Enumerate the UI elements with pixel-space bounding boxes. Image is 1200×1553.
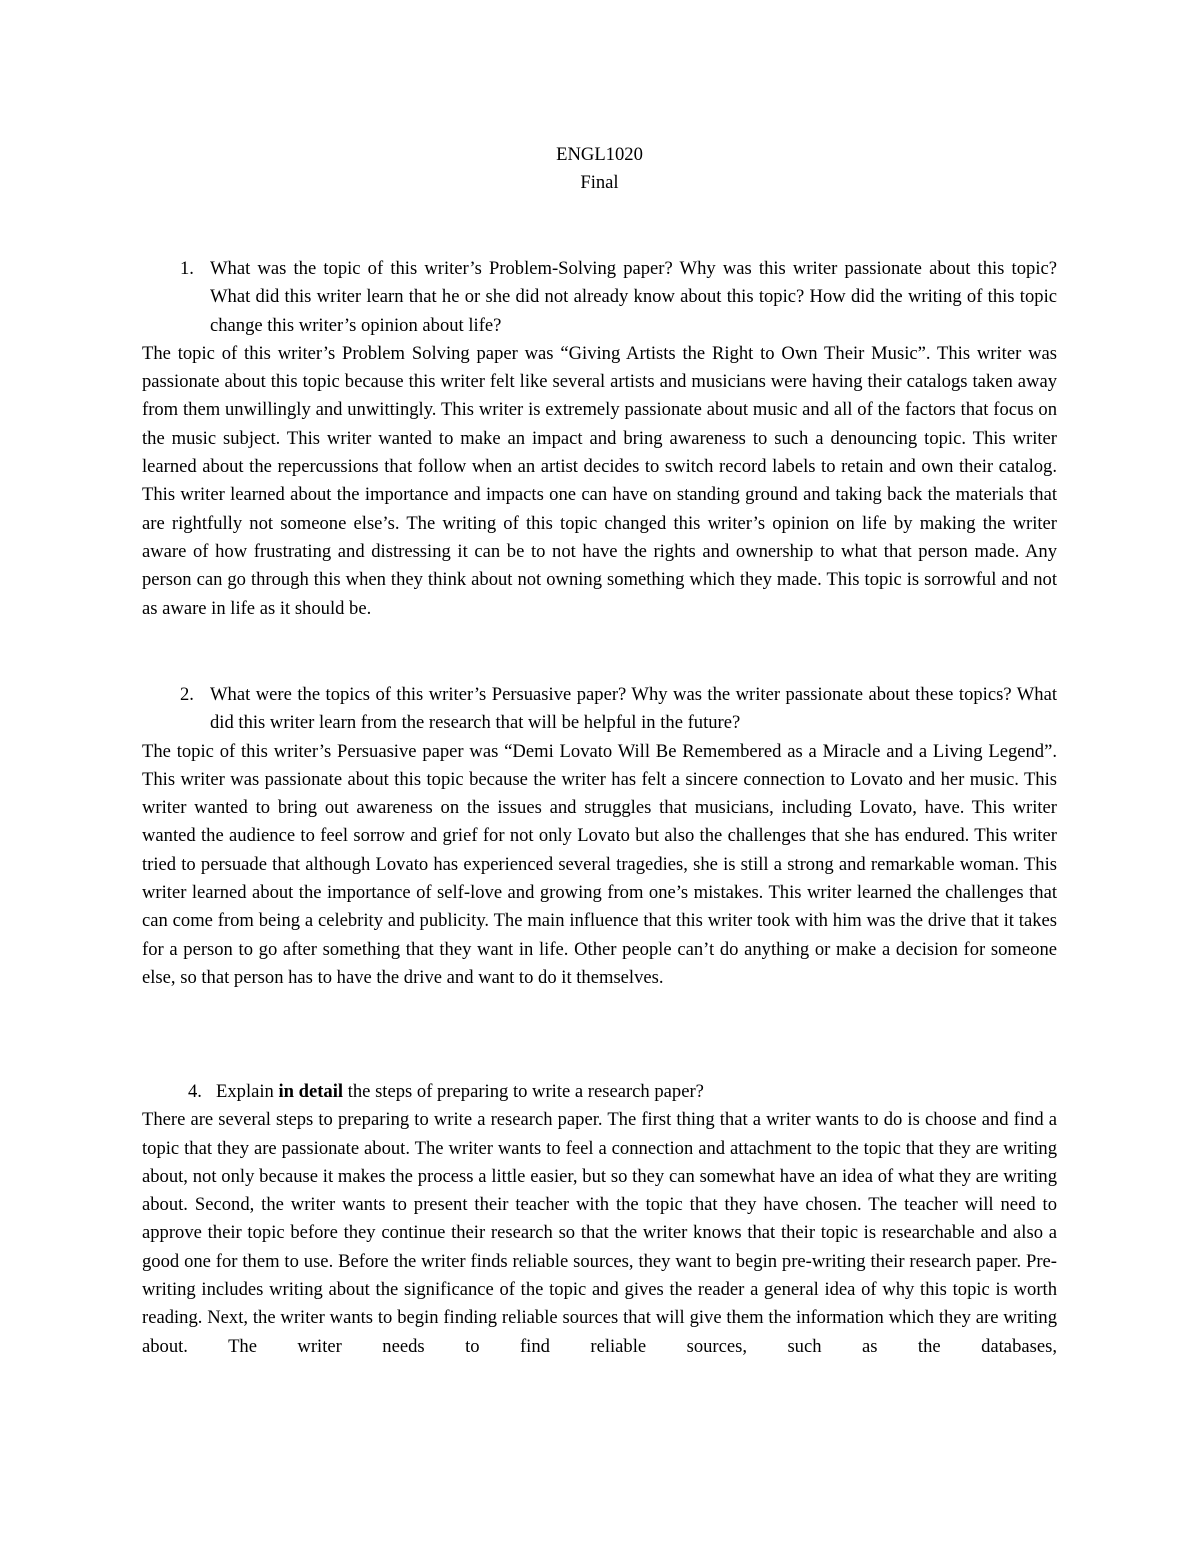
- question-4-text-after: the steps of preparing to write a research paper?: [343, 1081, 704, 1102]
- document-title: Final: [580, 172, 619, 194]
- question-2: [142, 681, 1057, 738]
- question-4-number: 4.: [188, 1081, 202, 1102]
- question-1-block: [142, 255, 1057, 623]
- question-4: [142, 1078, 1057, 1106]
- answer-2: The topic of this writer’s Persuasive paper was “Demi Lovato Will Be Remembered as a Miracle and a Living Legend”. This writer was passionate about this topic because the writer has felt a sincere connection to Lovato and her music. This writer wanted to bring out awareness on the issues and struggles that musicians, including Lovato, have. This writer wanted the audience to feel sorrow and grief for not only Lovato but also the challenges that she has endured. This writer tried to persuade that although Lovato has experienced several tragedies, she is still a strong and remarkable woman. This writer learned about the importance of self-love and growing from one’s mistakes. This writer learned the challenges that can come from being a celebrity and publicity. The main influence that this writer took with him was the drive that it takes for a person to go after something that they want in life. Other people can’t do anything or make a decision for someone else, so that person has to have the drive and want to do it themselves.: [142, 740, 1057, 988]
- question-4-text-before: Explain: [216, 1081, 279, 1102]
- course-code: ENGL1020: [556, 144, 643, 165]
- question-2-number: 2.: [180, 684, 194, 705]
- question-1-text: What was the topic of this writer’s Problem-Solving paper? Why was this writer passionate about this topic? What did this writer learn that he or she did not already know about this topic? How did the writing of this topic change this writer’s opinion about life?: [210, 258, 1057, 336]
- question-1-number: 1.: [180, 258, 194, 279]
- question-4-emphasis: in detail: [278, 1081, 344, 1102]
- answer-1: The topic of this writer’s Problem Solving paper was “Giving Artists the Right to Own Their Music”. This writer was passionate about this topic because this writer felt like several artists and musicians were having their catalogs taken away from them unwillingly and unwittingly. This writer is extremely passionate about music and all of the factors that focus on the music subject. This writer wanted to make an impact and bring awareness to such a denouncing topic. This writer learned about the repercussions that follow when an artist decides to switch record labels to retain and own their catalog. This writer learned about the importance and impacts one can have on standing ground and taking back the materials that are rightfully not someone else’s. The writing of this topic changed this writer’s opinion on life by making the writer aware of how frustrating and distressing it can be to not have the rights and ownership to what that person made. Any person can go through this when they think about not owning something which they made. This topic is sorrowful and not as aware in life as it should be.: [142, 342, 1057, 619]
- question-4-block: [142, 1078, 1057, 1361]
- answer-4: There are several steps to preparing to write a research paper. The first thing that a writer wants to do is choose and find a topic that they are passionate about. The writer wants to feel a connection and attachment to the topic that they are writing about, not only because it makes the process a little easier, but so they can somewhat have an idea of what they are writing about. Second, the writer wants to present their teacher with the topic that they have chosen. The teacher will need to approve their topic before they continue their research so that the writer knows that their topic is researchable and also a good one for them to use. Before the writer finds reliable sources, they want to begin pre-writing their research paper. Pre-writing includes writing about the significance of the topic and gives the reader a general idea of why this topic is worth reading. Next, the writer wants to begin finding reliable sources that will give them the information which they are writing about. The writer needs to find reliable sources, such as the databases,: [142, 1109, 1057, 1357]
- question-1: [142, 255, 1057, 340]
- document-header: [142, 141, 1057, 198]
- question-2-block: [142, 681, 1057, 992]
- question-4-text: [216, 1078, 1057, 1106]
- question-2-text: What were the topics of this writer’s Persuasive paper? Why was the writer passionate about these topics? What did this writer learn from the research that will be helpful in the future?: [210, 684, 1057, 734]
